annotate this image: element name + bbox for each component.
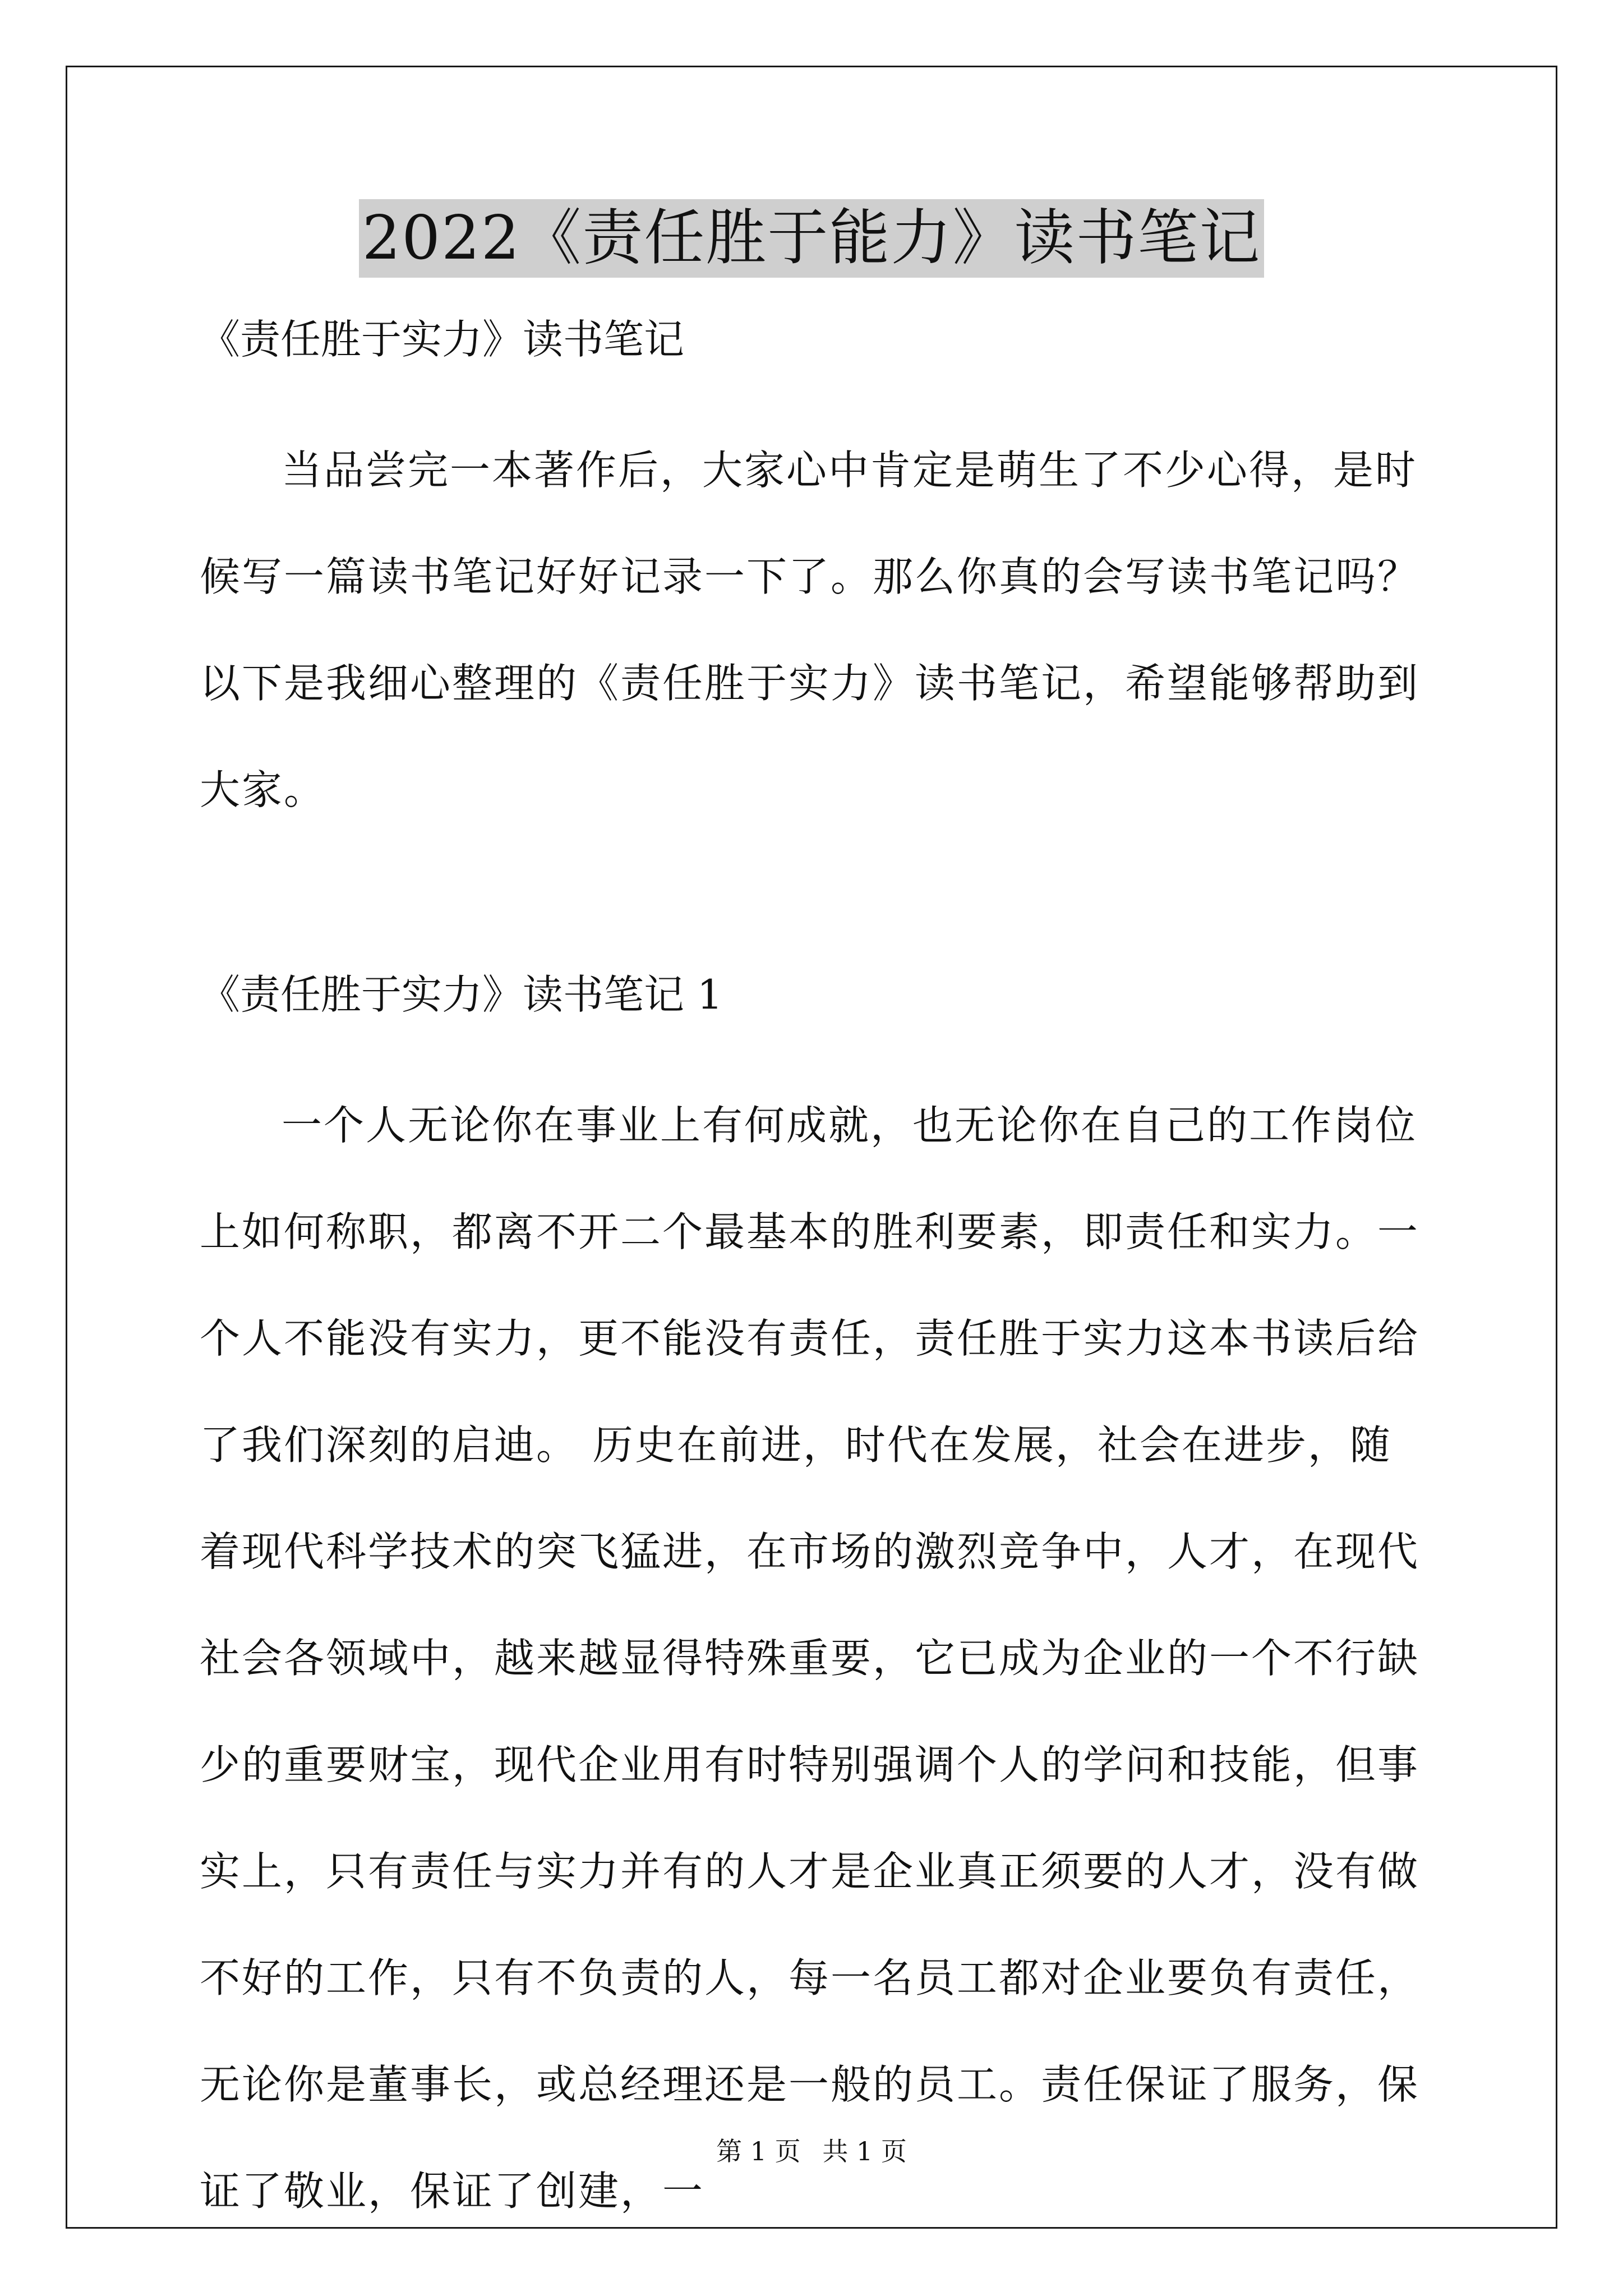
intro-paragraph: 当品尝完一本著作后，大家心中肯定是萌生了不少心得，是时候写一篇读书笔记好好记录一下了。那么你真的会写读书笔记吗？以下是我细心整理的《责任胜于实力》读书笔记，希望能够帮助到大家。 [200, 447, 1420, 813]
page-number: 第 1 页 [716, 2136, 801, 2166]
document-title: 2022《责任胜于能力》读书笔记 [359, 199, 1265, 278]
section-heading: 《责任胜于实力》读书笔记 [200, 316, 685, 363]
page-footer [0, 2134, 1623, 2168]
document-body [200, 311, 1428, 2244]
title-container [0, 199, 1623, 278]
body-paragraph: 一个人无论你在事业上有何成就，也无论你在自己的工作岗位上如何称职，都离不开二个最基本的胜利要素，即责任和实力。一个人不能没有实力，更不能没有责任，责任胜于实力这本书读后给了我们深刻的启迪。 历史在前进，时代在发展，社会在进步，随着现代科学技术的突飞猛进，在市场的激烈竞争中，人才，在现代社会各领域中，越来越显得特殊重要，它已成为企业的一个不行缺少的重要财宝，现代企业用有时特别强调个人的学问和技能，但事实上，只有责任与实力并有的人才是企业真正须要的人才，没有做不好的工作，只有不负责的人，每一名员工都对企业要负有责任，无论你是董事长，或总经理还是一般的员工。责任保证了服务，保证了敬业，保证了创建，一 [200, 1102, 1420, 2215]
page-total: 共 1 页 [822, 2136, 907, 2166]
section-heading: 《责任胜于实力》读书笔记 1 [200, 971, 723, 1018]
